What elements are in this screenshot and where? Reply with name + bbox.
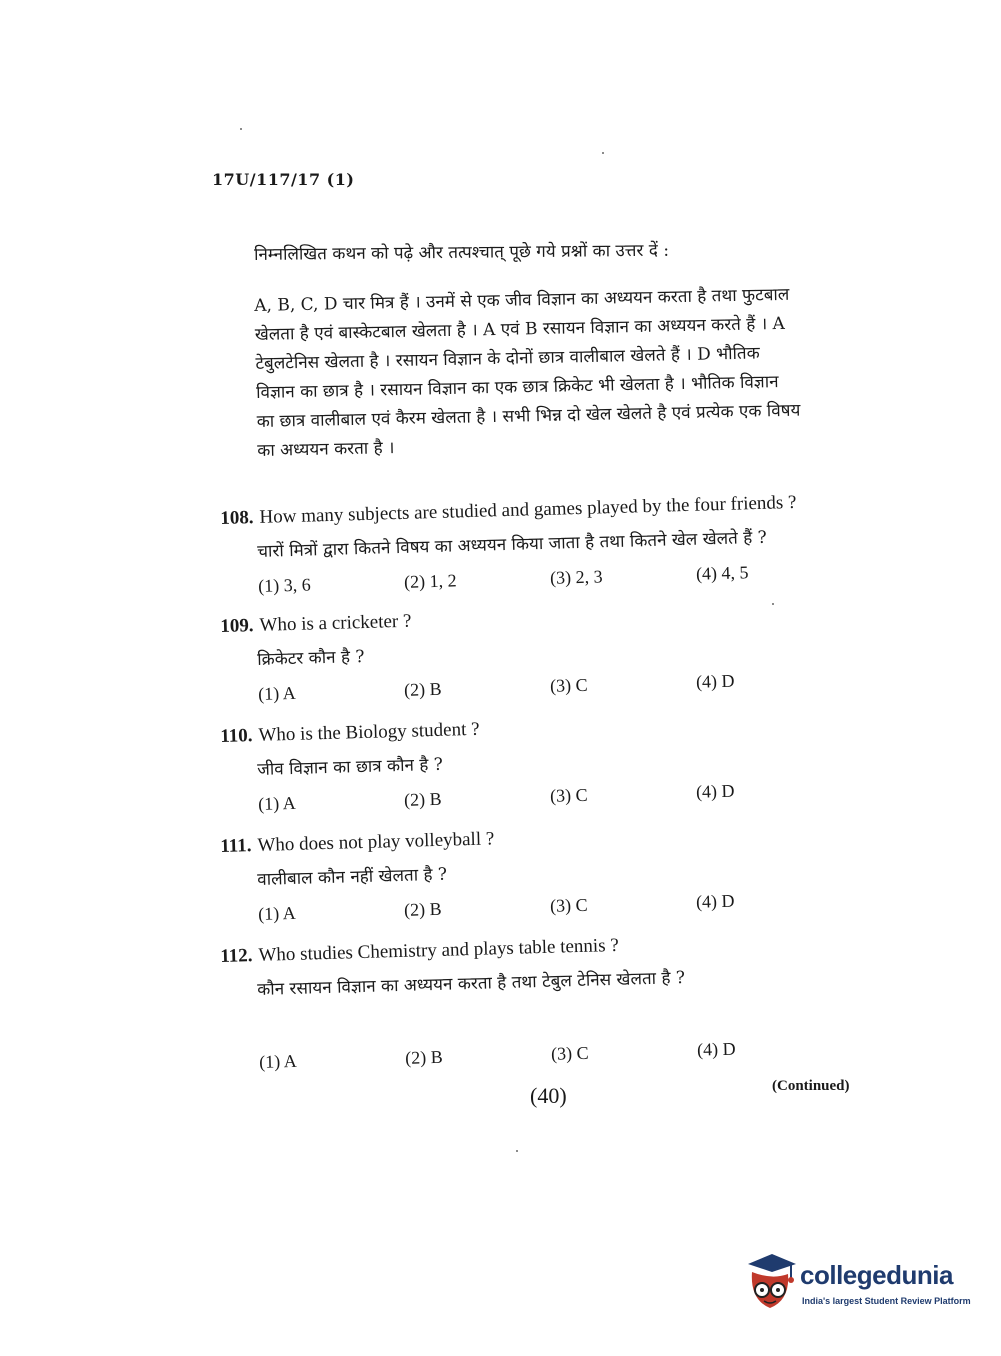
question-number: 110. bbox=[220, 725, 253, 747]
question-text-hindi: कौन रसायन विज्ञान का अध्ययन करता है तथा टेबुल टेनिस खेलता है ? bbox=[256, 968, 686, 1000]
question-text-english: Who does not play volleyball ? bbox=[257, 828, 495, 856]
question-text-english: How many subjects are studied and games played by the four friends ? bbox=[259, 491, 797, 528]
passage-line: का अध्ययन करता है । bbox=[257, 438, 395, 461]
option-4: (4) D bbox=[695, 670, 735, 692]
option-4: (4) D bbox=[696, 1038, 736, 1060]
logo-tagline: India's largest Student Review Platform bbox=[802, 1296, 971, 1306]
question-number: 109. bbox=[220, 615, 254, 637]
option-3: (3) 2, 3 bbox=[549, 566, 603, 588]
question-number: 108. bbox=[220, 507, 254, 529]
scan-speck bbox=[240, 128, 242, 130]
question-112 bbox=[220, 929, 843, 1074]
option-2: (2) B bbox=[403, 788, 442, 810]
option-3: (3) C bbox=[549, 674, 588, 696]
passage-line: A, B, C, D चार मित्र हैं । उनमें से एक जीव विज्ञान का अध्ययन करता है तथा फुटबाल bbox=[254, 284, 790, 316]
question-108 bbox=[220, 491, 842, 598]
option-2: (2) 1, 2 bbox=[403, 570, 457, 592]
option-4: (4) D bbox=[695, 890, 735, 912]
options bbox=[259, 1036, 843, 1073]
passage-line: खेलता है एवं बास्केटबाल खेलता है । A एवं B रसायन विज्ञान का अध्ययन करते हैं । A bbox=[254, 313, 786, 345]
option-1: (1) A bbox=[258, 1050, 298, 1072]
question-text-english: Who is a cricketer ? bbox=[259, 610, 412, 636]
option-2: (2) B bbox=[403, 898, 442, 920]
paper-code: 17U/117/17 (1) bbox=[212, 170, 355, 189]
option-1: (1) A bbox=[257, 792, 296, 814]
question-number: 112. bbox=[220, 945, 253, 967]
option-4: (4) 4, 5 bbox=[695, 562, 749, 584]
option-2: (2) B bbox=[403, 678, 442, 700]
option-3: (3) C bbox=[549, 894, 588, 916]
continued-label: (Continued) bbox=[772, 1078, 850, 1094]
scan-speck bbox=[772, 603, 774, 605]
question-number: 111. bbox=[220, 835, 252, 857]
option-3: (3) C bbox=[549, 784, 588, 806]
mascot-icon bbox=[742, 1250, 798, 1320]
options bbox=[258, 778, 842, 815]
scan-speck bbox=[516, 1150, 518, 1152]
options bbox=[258, 668, 842, 705]
question-text-english: Who studies Chemistry and plays table tennis ? bbox=[258, 934, 620, 966]
option-1: (1) A bbox=[257, 682, 296, 704]
question-109 bbox=[220, 599, 842, 706]
option-1: (1) A bbox=[257, 902, 296, 924]
passage-line: विज्ञान का छात्र है । रसायन विज्ञान का एक छात्र क्रिकेट भी खेलता है । भौतिक विज्ञान bbox=[255, 372, 779, 403]
option-1: (1) 3, 6 bbox=[257, 574, 311, 596]
question-text-english: Who is the Biology student ? bbox=[258, 718, 480, 746]
question-text-hindi: चारों मित्रों द्वारा कितने विषय का अध्ययन किया जाता है तथा कितने खेल खेलते हैं ? bbox=[256, 527, 768, 562]
question-110 bbox=[220, 709, 842, 816]
passage-line: टेबुलटेनिस खेलता है । रसायन विज्ञान के दोनों छात्र वालीबाल खेलते हैं । D भौतिक bbox=[255, 343, 760, 374]
question-text-hindi: जीव विज्ञान का छात्र कौन है ? bbox=[256, 754, 444, 780]
instruction-text: निम्नलिखित कथन को पढ़े और तत्पश्चात् पूछे गये प्रश्नों का उत्तर दें : bbox=[253, 240, 670, 265]
option-4: (4) D bbox=[695, 780, 735, 802]
collegedunia-logo[interactable] bbox=[742, 1250, 972, 1320]
question-text-hindi: क्रिकेटर कौन है ? bbox=[256, 646, 365, 670]
passage bbox=[254, 280, 838, 466]
scan-speck bbox=[602, 152, 604, 154]
option-2: (2) B bbox=[404, 1046, 443, 1068]
logo-brand: collegedunia bbox=[800, 1260, 953, 1290]
question-111 bbox=[220, 819, 842, 926]
question-text-hindi: वालीबाल कौन नहीं खेलता है ? bbox=[256, 864, 448, 890]
options bbox=[258, 560, 842, 597]
page-number: (40) bbox=[530, 1083, 567, 1108]
options bbox=[258, 888, 842, 925]
option-3: (3) C bbox=[550, 1042, 589, 1064]
passage-line: का छात्र वालीबाल एवं कैरम खेलता है । सभी भिन्न दो खेल खेलते है एवं प्रत्येक एक विषय bbox=[256, 400, 801, 432]
